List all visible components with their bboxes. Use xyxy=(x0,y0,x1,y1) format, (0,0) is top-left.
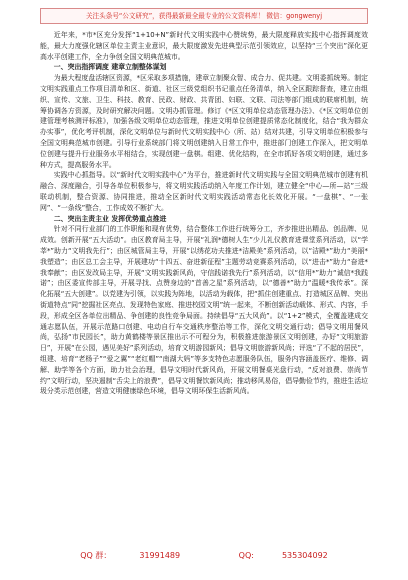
footer-qq-group xyxy=(66,551,194,560)
section-heading-1: 一、突出指挥调度 建章立制整体谋划 xyxy=(53,63,167,72)
document-body xyxy=(40,30,368,397)
footer-qq-label: QQ: xyxy=(238,551,254,560)
banner-text: 关注头条号“公文研究”，获得最新最全最专业的公文资料库！ 微信：gongwenyj xyxy=(85,12,323,20)
footer-qq-value: 535304092 xyxy=(281,551,328,560)
footer-qq xyxy=(225,551,342,560)
contact-footer xyxy=(0,548,408,564)
paragraph-section-1b: 实践中心抓指导。以“新时代文明实践中心”为平台，推进新时代文明实践与全国文明典范城市创建有机融合、深度融合，引导各单位积极参与，将文明实践活动纳入年度工作计划，建立健全“中心—所—站”三级联动机制，整合资源、协同推进，推动全区新时代文明实践活动常态化长效化开展。“一盘棋”、“一张网”、“一条线”整合，工作成效不断扩大。 xyxy=(40,171,368,212)
section-heading-2: 二、突出主责主业 发挥优势重点推进 xyxy=(53,214,167,223)
paragraph-section-2: 针对不同行业部门的工作职能和现有优势，结合整体工作进行统筹分工，齐步推进出精品、创品牌、见成效。创新开展“五大活动”。由区教育局主导，开展“礼润*德树人生”少儿礼仪教育进课堂系列活动，以“学莘*”助力“文明我先行”；由区城管局主导，开展“以绣花功夫推进*洁殿美”系列活动，以“洁殿*”助力“美丽*我塑造”；由区总工会主导，开展建功“十四五、奋进新征程”主题劳动竞赛系列活动，以“进击*”助力“奋进*我奉献”；由区发改局主导，开展“文明实践新风尚，守信践诺我先行”系列活动，以“信用*”助力“诚信*我践诺”；由区委宣传部主导，开展寻找、点赞身边的“首善之星”系列活动，以“德善*”助力“温暖*我传承”。深化拓展“五大创建”。以党建为引领，以实践为阵地，以活动为载体，把“抓住创建重点、打造城区品牌、突出街道特点”同“挖掘社区亮点、发现特色家庭、推进校园文明”统一起来，不断创新活动载体、形式、内容，手段，形成全区各单位出精品、争创建的良性竞争局面。持续倡导“五大风尚”。以“1+2”模式，全覆盖建成交通志愿队伍，开展示范路口创建、电动自行车交通秩序整治等工作，深化文明交通行动；倡导文明用餐风尚，弘扬“市民园长”，助力黄鹤楼等景区推出示不可程分为，积极推进旅游景区文明创建，办好“文明旅游日”，开展“在公园，遇见美好”系列活动，培育文明游园新风；倡导文明旅游新风尚；评选“了不起的居民”，组建、培育“老杨子”“爱之翼”“老红帽”“南湖大妈”等多支特色志愿服务队伍，服务内容涵盖医疗、维修、调解、助学等各个方面，助力社会治理，倡导文明时代新风尚，开展文明餐桌光盘行动，“反对浪费、崇尚节约”文明行动，坚决遏制“舌尖上的浪费”，倡导文明餐饮新风尚；推动移风易俗，倡导勤俭节约，推进生活垃圾分类示范创建，营造文明健康绿色环境，倡导文明环保生活新风尚。 xyxy=(40,225,368,396)
paragraph-intro: 近年来，*市*区充分发挥“1+10+N”新时代文明实践中心赞统势，最大限度释放实践中心指挥调度效能，最大力度强化辖区单位主责主业意识，最大限度激发先进典型示范引领效应，以坚持“三个突出”深化更高水平创建工作，全力争创全国文明典范城市。 xyxy=(40,31,368,61)
paragraph-section-1: 为最大程度盘活辖区资源，*区采取多项措施，建章立制聚众智、成合力、促共建。文明委抓统筹。制定文明实践重点工作项目清单和区、街道、社区三级党组织书记重点任务清单，纳入全区跟踪督查，建立由组织、宣传、文旅、卫生、科技、教育、民政、财政、共青团、妇联、文联、司法等部门组成的联席机制，统筹协调各方资源，及时研究解决问题。文明办抓管理。修订《*区文明单位动态管理办法》、《*区文明单位创建管理考核测评标准》，加强各级文明单位动态管理，推进文明单位创建提质常态化制度化，结合“我为群众办实事”，优化考评机制，深化文明单位与新时代文明实践中心（所、站）结对共建，引导文明单位积极参与全国文明典范城市创建。引导行业系统部门将文明创建纳入日常工作中，推进部门创建工作深入，把文明单位创建与提升行业服务水平相结合，实现创建一盘棋。组建、优化结构，在全市抓好各项文明创建，通过多种方式，提高服务水平。 xyxy=(40,74,368,169)
footer-qq-group-value: 31991489 xyxy=(139,551,181,560)
promo-banner xyxy=(40,8,368,24)
footer-qq-group-label: QQ 群： xyxy=(80,551,112,560)
